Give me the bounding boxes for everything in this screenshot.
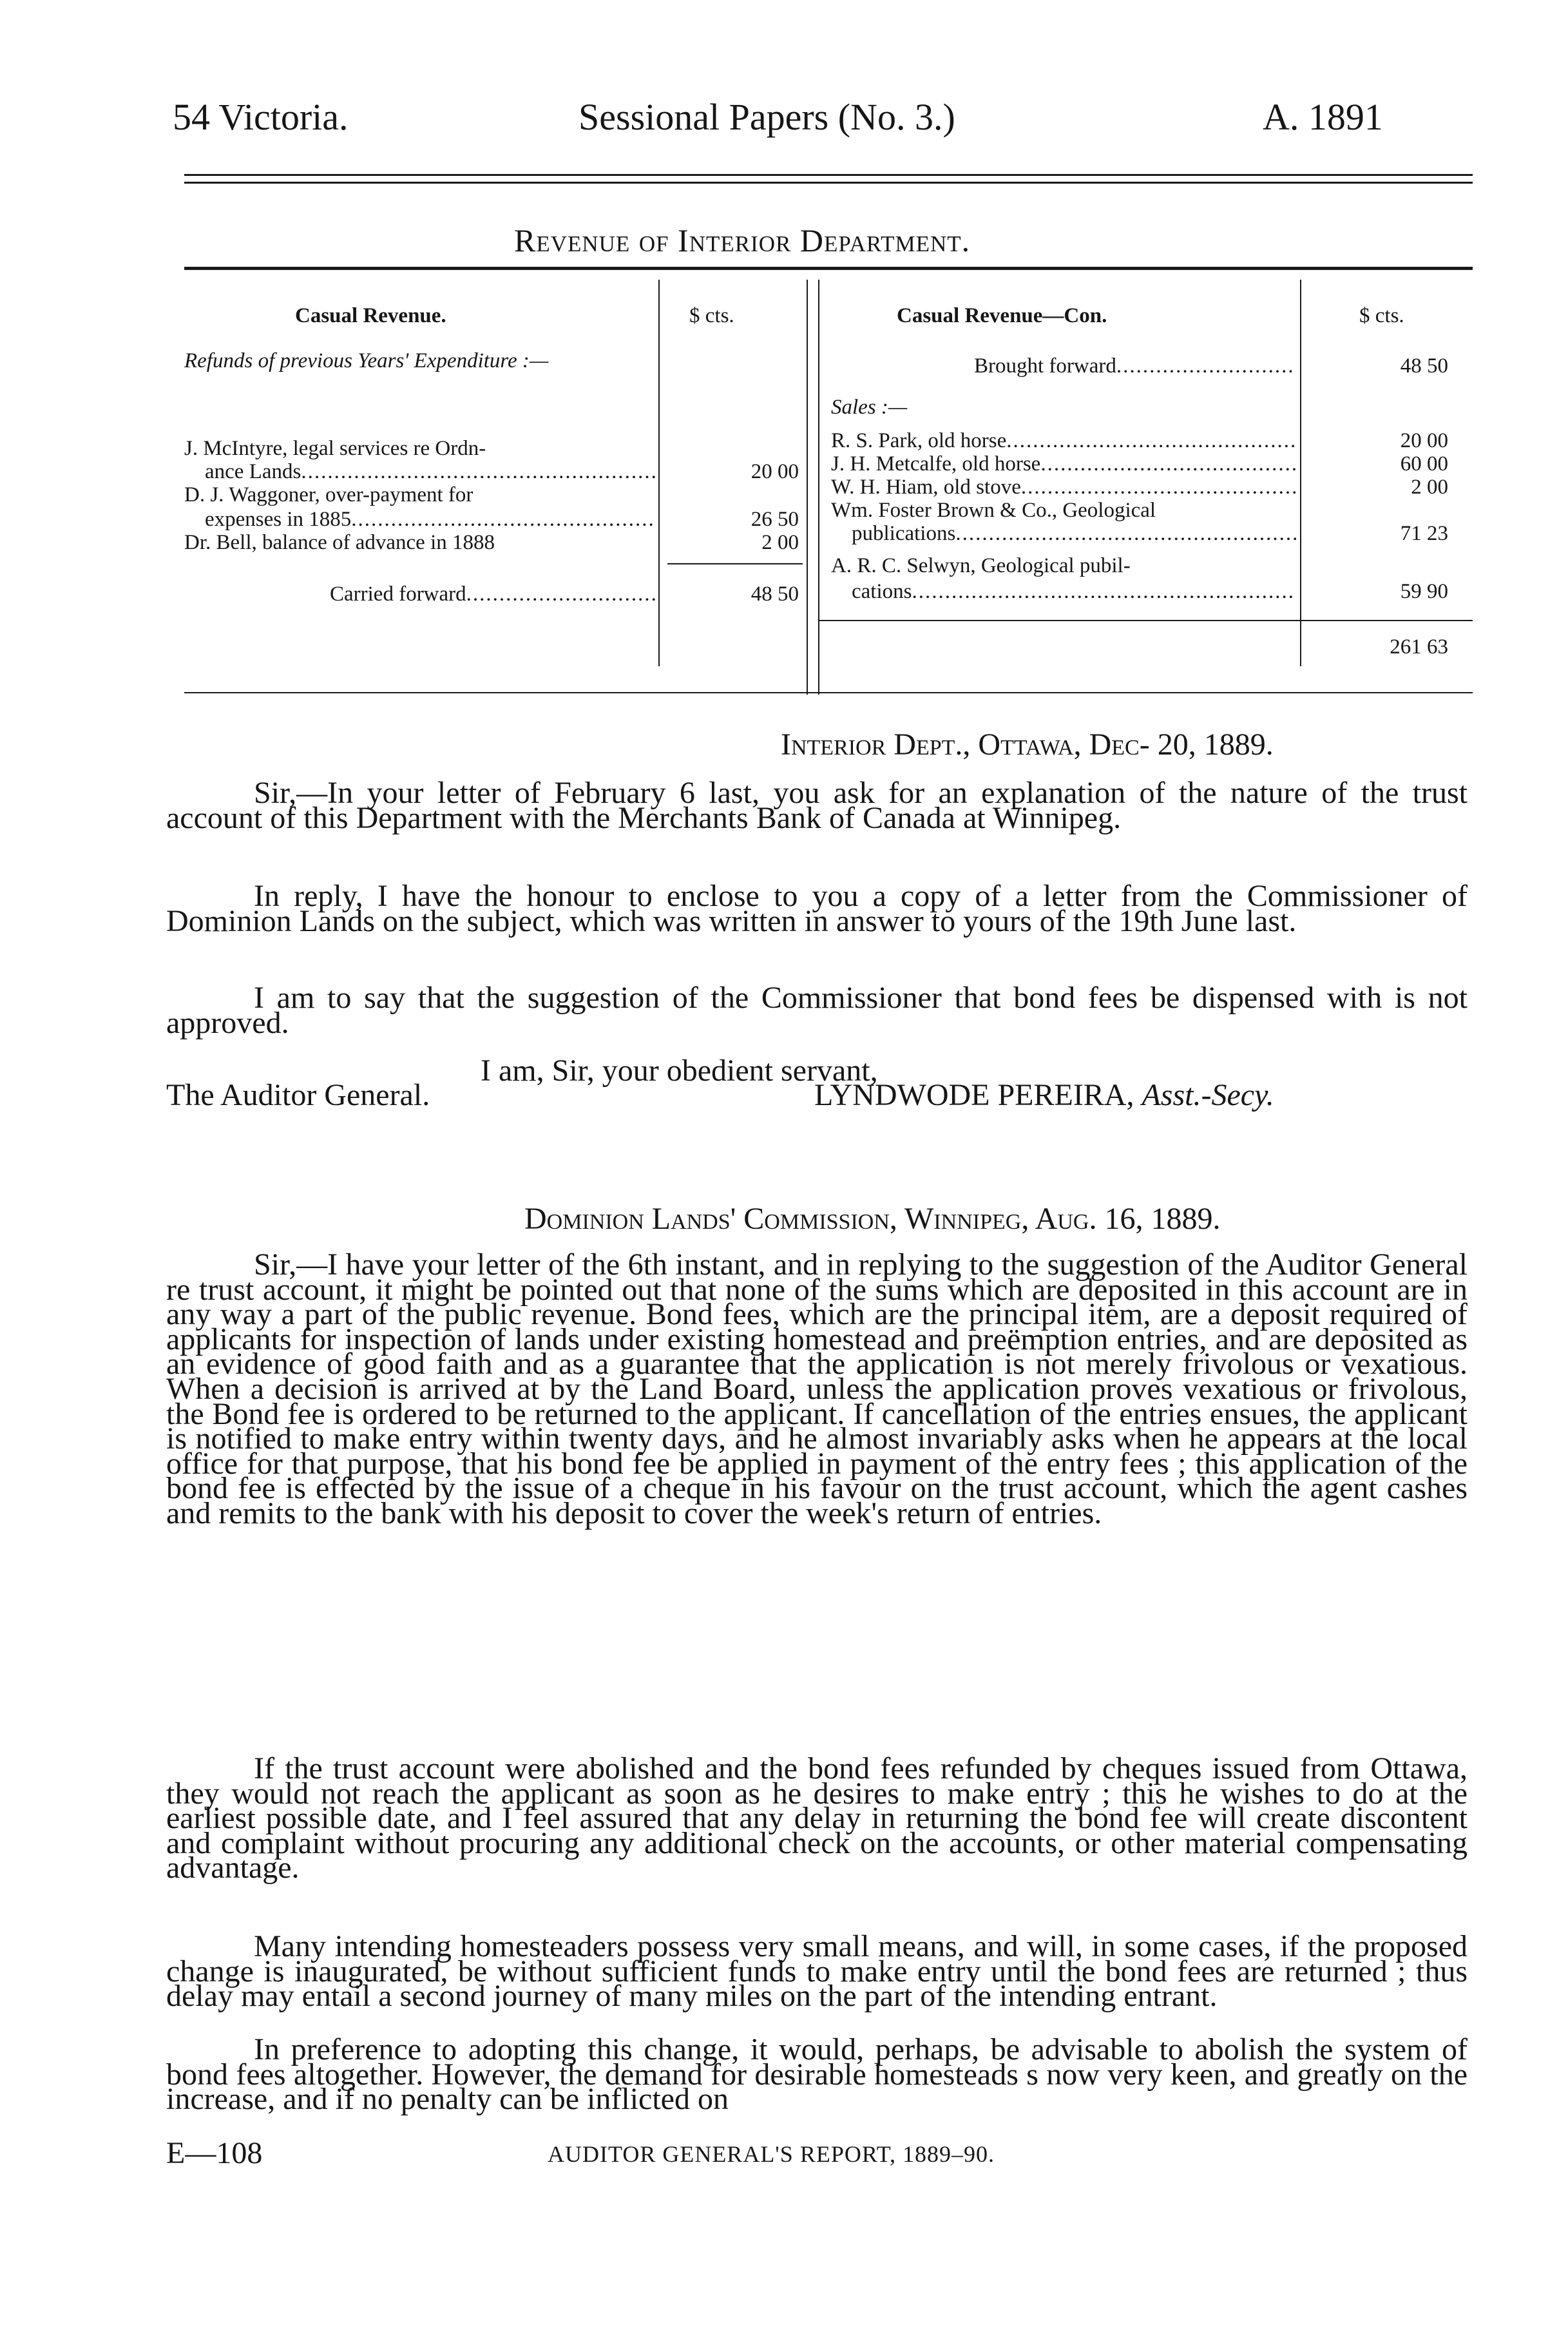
column-divider (807, 280, 808, 695)
right-row-5-line-2 (852, 579, 1296, 604)
letter1-paragraph-3 (166, 981, 1468, 1040)
left-carried-amount: 48 50 (751, 582, 799, 606)
right-row-3-text: W. H. Hiam, old stove (831, 476, 1021, 499)
right-row-5-line-1: A. R. C. Selwyn, Geological pubil- (831, 554, 1131, 577)
right-heading-text: Casual Revenue—Con. (897, 304, 1107, 327)
letter1-paragraph-2-text: In reply, I have the honour to enclose to you a copy of a letter from the Commissioner of Dominion Lands on the subject, which was written in answer to yours of the 19th June last. (166, 879, 1468, 938)
right-row-5-amount: 59 90 (1400, 580, 1448, 603)
header-volume: 54 Victoria. (173, 96, 349, 138)
left-carried-forward (330, 581, 656, 607)
left-currency-header: $ cts. (689, 304, 734, 327)
dot-leader (1040, 451, 1296, 477)
brought-forward-label: Brought forward (974, 354, 1116, 378)
table-rule-top (184, 267, 1473, 270)
right-row-4-line-1: Wm. Foster Brown & Co., Geological (831, 499, 1156, 522)
right-row-4-text: publications (852, 522, 956, 545)
signature-title: Asst.-Secy. (1142, 1078, 1274, 1112)
table-rule-bottom (184, 692, 1473, 693)
letter1-paragraph-3-text: I am to say that the suggestion of the Commissioner that bond fees be dispensed with is not approved. (166, 981, 1468, 1040)
signature-name: LYNDWODE PEREIRA, (814, 1078, 1134, 1112)
left-row-2-line-1: D. J. Waggoner, over-payment for (184, 483, 473, 506)
right-row-2-text: J. H. Metcalfe, old horse (831, 452, 1041, 476)
letter2-paragraph-4-text: In preference to adopting this change, it would, perhaps, be advisable to abolish the system of bond fees altogether. However, the demand for desirable homesteads s now very keen, and greatly on the increase, and if no penalty can be inflicted on (166, 2032, 1468, 2117)
letter1-paragraph-1-text: Sir,—In your letter of February 6 last, you ask for an explanation of the nature of the trust account of this Department with the Merchants Bank of Canada at Winnipeg. (166, 776, 1468, 835)
left-row-2-text: expenses in 1885 (205, 508, 352, 531)
footer-page-number: E—108 (166, 2136, 263, 2170)
right-row-1-amount: 20 00 (1400, 429, 1448, 452)
left-row-3-amount: 2 00 (761, 531, 799, 554)
right-total-rule (819, 620, 1473, 621)
left-row-1-text: ance Lands (205, 460, 301, 483)
letter2-dateline: Dominion Lands' Commission, Winnipeg, Aug. 16, 1889. (524, 1202, 1221, 1236)
left-row-3-line-1: Dr. Bell, balance of advance in 1888 (184, 531, 495, 554)
left-row-2-amount: 26 50 (751, 508, 799, 531)
right-brought-amount: 48 50 (1400, 354, 1448, 378)
left-row-1-amount: 20 00 (751, 460, 799, 483)
column-divider (658, 280, 660, 666)
dot-leader (466, 581, 656, 607)
right-row-1 (831, 428, 1296, 454)
right-currency-header: $ cts. (1359, 304, 1404, 327)
footer-title: AUDITOR GENERAL'S REPORT, 1889–90. (548, 2141, 995, 2167)
dot-leader (955, 521, 1296, 546)
column-divider (1300, 280, 1301, 666)
header-rule-top (184, 174, 1473, 176)
letter2-paragraph-2 (166, 1751, 1468, 1885)
header-rule-bottom (184, 182, 1473, 184)
right-row-2 (831, 451, 1296, 477)
dot-leader (1021, 474, 1296, 500)
sales-label: Sales :— (831, 396, 908, 419)
right-row-4-amount: 71 23 (1400, 522, 1448, 545)
column-divider (818, 280, 819, 695)
left-row-1-line-2 (205, 459, 656, 485)
letter2-paragraph-1 (166, 1247, 1468, 1530)
letter1-dateline: Interior Dept., Ottawa, Dec- 20, 1889. (781, 727, 1274, 762)
letter2-paragraph-2-text: If the trust account were abolished and the bond fees refunded by cheques issued from Ottawa, they would not reach the applicant as soon as he desires to make entry ; this he wishes to do at the earliest possible date, and I feel assured that any delay in returning the bond fee will create discontent and complaint without procuring any additional check on the accounts, or other material compensating advantage. (166, 1751, 1468, 1885)
right-row-4-line-2 (852, 521, 1296, 546)
dot-leader (1006, 428, 1296, 454)
right-total-amount: 261 63 (1390, 635, 1448, 659)
right-heading (897, 303, 1107, 329)
letter1-signature (814, 1077, 1274, 1113)
table-title: Revenue of Interior Department. (514, 222, 971, 258)
left-row-1-line-1: J. McIntyre, legal services re Ordn- (184, 437, 486, 460)
right-row-3-amount: 2 00 (1411, 476, 1448, 499)
left-subtotal-rule (667, 563, 803, 564)
letter2-paragraph-3 (166, 1929, 1468, 2014)
right-row-2-amount: 60 00 (1400, 452, 1448, 476)
dot-leader (912, 579, 1296, 604)
left-heading: Casual Revenue. (295, 304, 446, 327)
letter2-paragraph-1-text: Sir,—I have your letter of the 6th instant, and in replying to the suggestion of the Auditor General re trust account, it might be pointed out that none of the sums which are deposited in this account are in any way a part of the public revenue. Bond fees, which are the principal item, are a deposit required of applicants for inspection of lands under existing homestead and preëmption entries, and are deposited as an evidence of good faith and as a guarantee that the application is not merely frivolous or vexatious. When a decision is arrived at by the Land Board, unless the application proves vexatious or frivolous, the Bond fee is ordered to be returned to the applicant. If cancellation of the entries ensues, the applicant is notified to make entry within twenty days, and he almost invariably asks when he appears at the local office for that purpose, that his bond fee be applied in payment of the entry fees ; this application of the bond fee is effected by the issue of a cheque in his favour on the trust account, which the agent cashes and remits to the bank with his deposit to cover the week's return of entries. (166, 1247, 1468, 1530)
right-row-3 (831, 474, 1296, 500)
right-row-1-text: R. S. Park, old horse (831, 429, 1007, 452)
letter1-addressee: The Auditor General. (166, 1078, 430, 1112)
header-year: A. 1891 (1263, 96, 1383, 138)
dot-leader (351, 506, 656, 532)
letter2-paragraph-3-text: Many intending homesteaders possess very small means, and will, in some cases, if the proposed change is inaugurated, be without sufficient funds to make entry until the bond fees are returned ; thus delay may entail a second journey of many miles on the part of the intending entrant. (166, 1929, 1468, 2014)
dot-leader (1116, 353, 1296, 379)
letter2-paragraph-4 (166, 2032, 1468, 2117)
left-row-2-line-2 (205, 506, 656, 532)
carried-forward-label: Carried forward (330, 582, 466, 606)
dot-leader (301, 459, 656, 485)
letter1-paragraph-2 (166, 879, 1468, 938)
letter1-closing: I am, Sir, your obedient servant, (481, 1054, 878, 1088)
letter1-paragraph-1 (166, 776, 1468, 835)
right-row-5-text: cations (852, 580, 912, 603)
right-brought-forward (974, 353, 1296, 379)
left-subheading: Refunds of previous Years' Expenditure :— (184, 349, 549, 372)
header-publication: Sessional Papers (No. 3.) (578, 96, 955, 138)
